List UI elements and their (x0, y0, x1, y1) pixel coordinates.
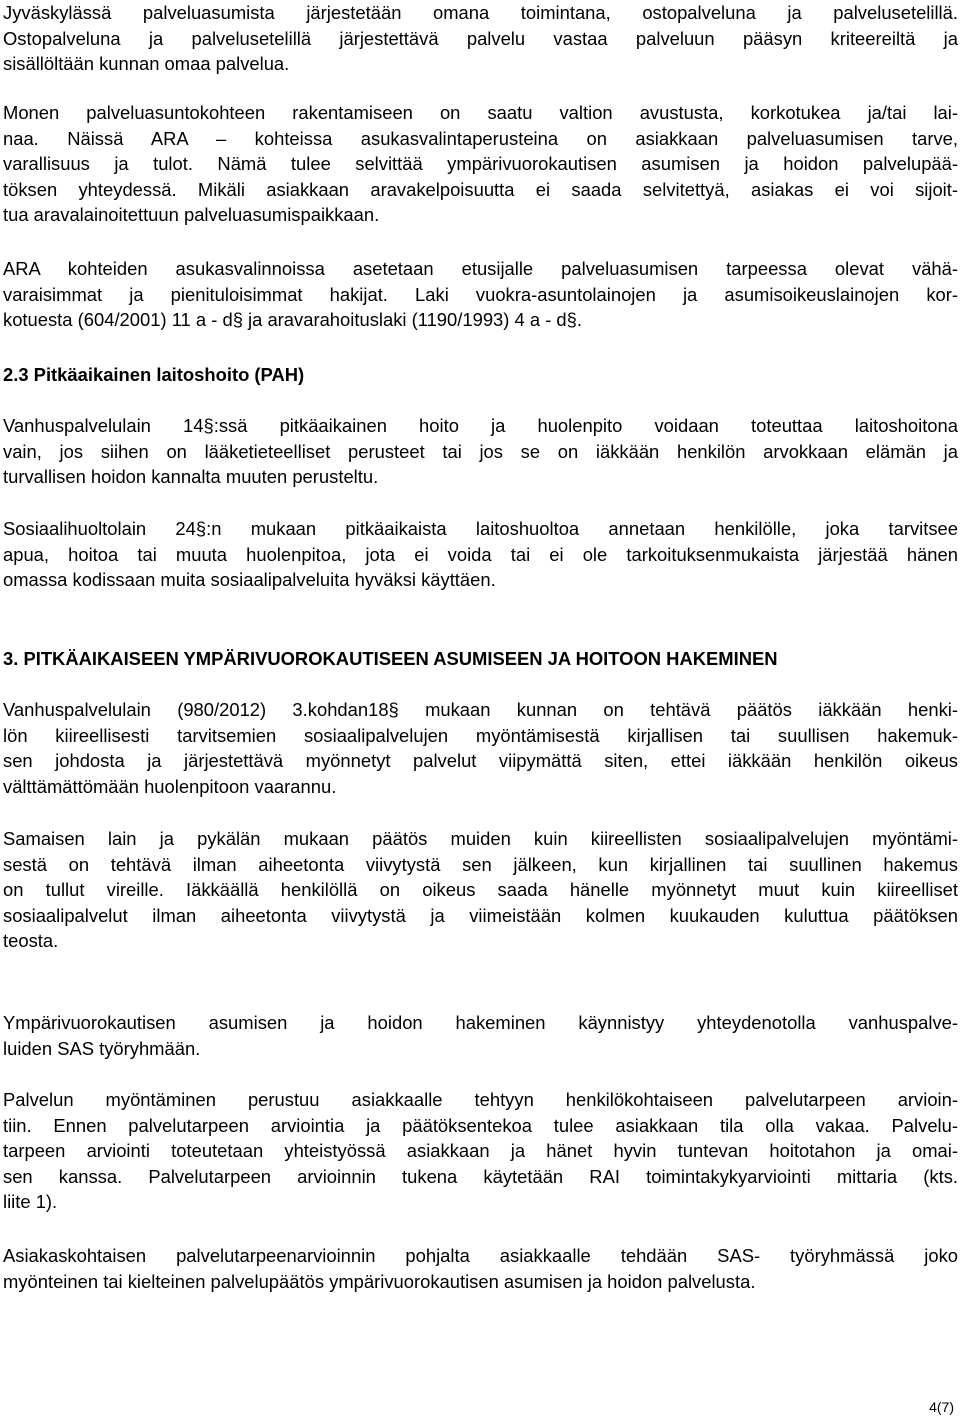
text-line: tua aravalainoitettuun palveluasumispaikkaan. (3, 204, 380, 225)
paragraph-needs-assessment (3, 1087, 958, 1215)
paragraph-sas-start (3, 1010, 958, 1061)
text-line: Vanhuspalvelulain 14§:ssä pitkäaikainen hoito ja huolenpito voidaan toteuttaa laitoshoitona (3, 415, 958, 436)
text-line: tarpeen arviointi toteutetaan yhteistyössä asiakkaan ja hänet hyvin tuntevan hoitotahon ja omai- (3, 1140, 958, 1161)
text-line: Ympärivuorokautisen asumisen ja hoidon hakeminen käynnistyy yhteydenotolla vanhuspalve- (3, 1012, 958, 1033)
text-line: teosta. (3, 930, 59, 951)
text-line: sen kanssa. Palvelutarpeen arvioinnin tukena käytetään RAI toimintakykyarviointi mittaria (kts. (3, 1165, 958, 1187)
text-line: Palvelun myöntäminen perustuu asiakkaalle tehtyyn henkilökohtaiseen palvelutarpeen arvioin- (3, 1089, 958, 1110)
text-line: myönteinen tai kielteinen palvelupäätös ympärivuorokautisen asumisen ja hoidon palvelusta. (3, 1270, 756, 1292)
paragraph-decision-deadline (3, 826, 958, 954)
text-line: Asiakaskohtaisen palvelutarpeenarvioinnin pohjalta asiakkaalle tehdään SAS- työryhmässä joko (3, 1245, 958, 1266)
paragraph-ara-funding (3, 100, 958, 228)
text-line: tiin. Ennen palvelutarpeen arviointia ja päätöksentekoa tulee asiakkaan tila olla vakaa. Palvelu- (3, 1114, 958, 1136)
text-line: Vanhuspalvelulain (980/2012) 3.kohdan18§ mukaan kunnan on tehtävä päätös iäkkään henki- (3, 699, 958, 720)
text-line: Jyväskylässä palveluasumista järjestetään omana toimintana, ostopalveluna ja palvelusetelillä. (3, 2, 958, 23)
text-line: sestä on tehtävä ilman aiheetonta viivytystä sen jälkeen, kun kirjallinen tai suullinen hakemus (3, 853, 958, 875)
text-line: turvallisen hoidon kannalta muuten perusteltu. (3, 466, 379, 487)
text-line: ARA kohteiden asukasvalinnoissa asetetaan etusijalle palveluasumisen tarpeessa olevat vähä- (3, 258, 958, 279)
text-line: kotuesta (604/2001) 11 a - d§ ja aravarahoituslaki (1190/1993) 4 a - d§. (3, 309, 582, 330)
section-heading-3 (3, 646, 958, 672)
text-line: omassa kodissaan muita sosiaalipalveluita hyväksi käyttäen. (3, 569, 496, 590)
text-line: varaisimmat ja pienituloisimmat hakijat. Laki vuokra-asuntolainojen ja asumisoikeuslainojen kor- (3, 283, 958, 305)
text-line: töksen yhteydessä. Mikäli asiakkaan aravakelpoisuutta ei saada selvitettyä, asiakas ei voi sijoit- (3, 178, 958, 200)
heading-text: 3. PITKÄAIKAISEEN YMPÄRIVUOROKAUTISEEN ASUMISEEN JA HOITOON HAKEMINEN (3, 648, 778, 669)
text-line: on tullut vireille. Iäkkäällä henkilöllä on oikeus saada hänelle myönnetyt muut kuin kiireelliset (3, 879, 958, 900)
text-line: luiden SAS työryhmään. (3, 1037, 201, 1059)
text-line: sen johdosta ja järjestettävä myönnetyt palvelut viipymättä siten, ettei iäkkään henkilön oikeus (3, 750, 958, 771)
paragraph-pah-law-1 (3, 413, 958, 490)
text-line: välttämättömään huolenpitoon vaarannu. (3, 775, 337, 797)
text-line: Samaisen lain ja pykälän mukaan päätös muiden kuin kiireellisten sosiaalipalvelujen myöntämi- (3, 828, 958, 849)
text-line: sosiaalipalvelut ilman aiheetonta viivytystä ja viimeistään kolmen kuukauden kuluttua päätöksen (3, 904, 958, 926)
text-line: naa. Näissä ARA – kohteissa asukasvalintaperusteina on asiakkaan palveluasumisen tarve, (3, 127, 958, 149)
text-line: Sosiaalihuoltolain 24§:n mukaan pitkäaikaista laitoshuoltoa annetaan henkilölle, joka tarvitsee (3, 518, 958, 539)
text-line: apua, hoitoa tai muuta huolenpitoa, jota ei voida tai ei ole tarkoituksenmukaista järjestää hänen (3, 543, 958, 565)
text-line: lön kiireellisesti tarvitsemien sosiaalipalvelujen myöntämisestä kirjallisen tai suullisen hakemuk- (3, 724, 958, 746)
text-line: vain, jos siihen on lääketieteelliset perusteet tai jos se on iäkkään henkilön arvokkaan elämän ja (3, 440, 958, 462)
paragraph-sas-decision (3, 1243, 958, 1294)
text-line: Monen palveluasuntokohteen rakentamiseen on saatu valtion avustusta, korkotukea ja/tai lai- (3, 102, 958, 123)
paragraph-ara-selection (3, 256, 958, 333)
text-line: varallisuus ja tulot. Nämä tulee selvittää ympärivuorokautisen asumisen ja hoidon palvelupää- (3, 153, 958, 174)
paragraph-application-law (3, 697, 958, 799)
paragraph-intro (3, 0, 958, 77)
heading-text: 2.3 Pitkäaikainen laitoshoito (PAH) (3, 364, 305, 385)
paragraph-pah-law-2 (3, 516, 958, 593)
text-line: sisällöltään kunnan omaa palvelua. (3, 53, 290, 74)
page-number: 4(7) (929, 1399, 954, 1415)
text-line: liite 1). (3, 1191, 58, 1212)
section-heading-2-3 (3, 362, 958, 388)
text-line: Ostopalveluna ja palvelusetelillä järjestettävä palvelu vastaa palveluun pääsyn kriteereiltä ja (3, 27, 958, 49)
